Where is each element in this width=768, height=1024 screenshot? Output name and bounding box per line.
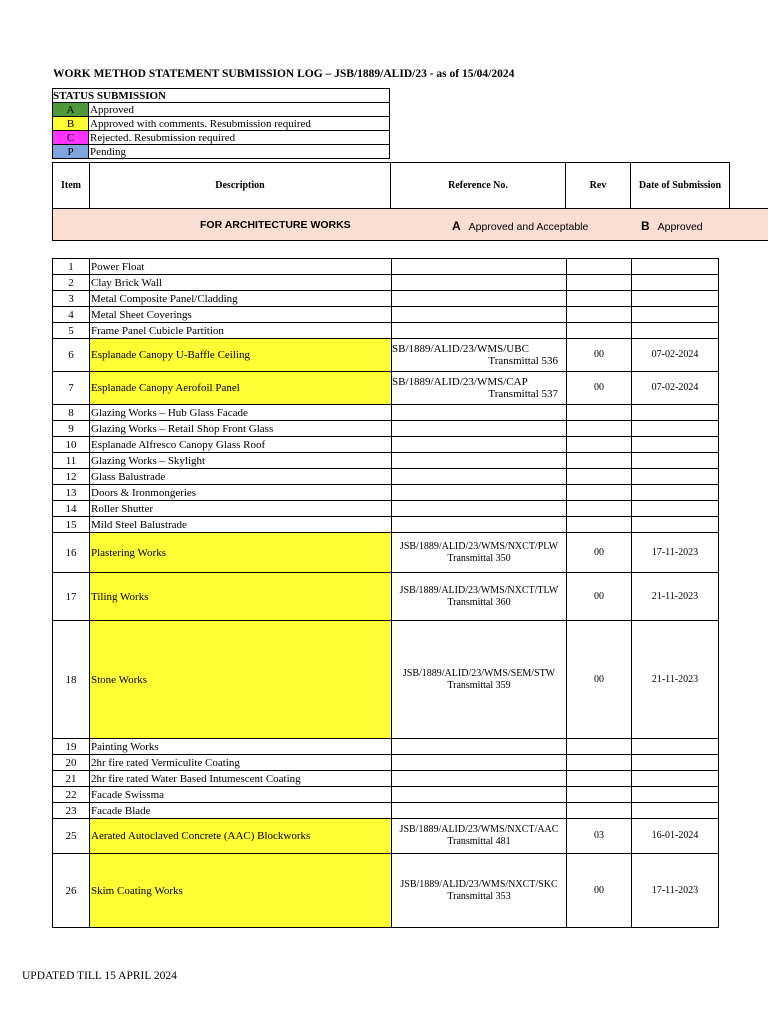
section-banner bbox=[52, 208, 768, 241]
row-rev bbox=[567, 787, 632, 803]
row-description: Facade Blade bbox=[90, 803, 392, 819]
row-transmittal: Transmittal 537 bbox=[488, 388, 558, 400]
row-transmittal: Transmittal 359 bbox=[447, 679, 511, 691]
row-item-number: 5 bbox=[53, 323, 90, 339]
table-row bbox=[53, 739, 719, 755]
row-item-number: 9 bbox=[53, 421, 90, 437]
row-reference bbox=[392, 291, 567, 307]
row-date: 17-11-2023 bbox=[632, 854, 719, 928]
col-header-date: Date of Submission bbox=[631, 163, 730, 209]
row-description: 2hr fire rated Vermiculite Coating bbox=[90, 755, 392, 771]
status-label-p: Pending bbox=[89, 145, 390, 159]
row-date bbox=[632, 501, 719, 517]
row-description: Glazing Works – Hub Glass Facade bbox=[90, 405, 392, 421]
row-rev bbox=[567, 501, 632, 517]
row-rev bbox=[567, 259, 632, 275]
row-date bbox=[632, 259, 719, 275]
document-title: WORK METHOD STATEMENT SUBMISSION LOG – JSB/1889/ALID/23 - as of 15/04/2024 bbox=[53, 68, 515, 80]
row-description: Metal Sheet Coverings bbox=[90, 307, 392, 323]
row-date bbox=[632, 469, 719, 485]
status-legend-row-p bbox=[53, 145, 390, 159]
row-reference bbox=[392, 307, 567, 323]
status-code-b: B bbox=[53, 117, 89, 131]
status-code-p: P bbox=[53, 145, 89, 159]
table-row bbox=[53, 755, 719, 771]
row-rev: 00 bbox=[567, 372, 632, 405]
col-header-description: Description bbox=[90, 163, 391, 209]
row-transmittal: Transmittal 481 bbox=[447, 836, 511, 847]
row-description: Facade Swissma bbox=[90, 787, 392, 803]
row-rev: 00 bbox=[567, 854, 632, 928]
section-legend-b bbox=[641, 219, 703, 233]
row-rev: 00 bbox=[567, 621, 632, 739]
row-item-number: 17 bbox=[53, 573, 90, 621]
row-rev bbox=[567, 771, 632, 787]
row-reference-number: SB/1889/ALID/23/WMS/CAP bbox=[392, 376, 528, 388]
row-item-number: 12 bbox=[53, 469, 90, 485]
status-label-c: Rejected. Resubmission required bbox=[89, 131, 390, 145]
status-legend-row-c bbox=[53, 131, 390, 145]
row-reference bbox=[392, 621, 567, 739]
row-reference bbox=[392, 787, 567, 803]
status-label-b: Approved with comments. Resubmission required bbox=[89, 117, 390, 131]
row-reference bbox=[392, 803, 567, 819]
row-item-number: 1 bbox=[53, 259, 90, 275]
row-item-number: 21 bbox=[53, 771, 90, 787]
section-legend-a-code: A bbox=[452, 219, 461, 233]
row-item-number: 18 bbox=[53, 621, 90, 739]
footer-note: UPDATED TILL 15 APRIL 2024 bbox=[22, 970, 177, 982]
row-item-number: 15 bbox=[53, 517, 90, 533]
row-item-number: 7 bbox=[53, 372, 90, 405]
row-reference bbox=[392, 405, 567, 421]
section-legend-b-label: Approved bbox=[657, 221, 703, 233]
row-rev bbox=[567, 755, 632, 771]
row-description: Doors & Ironmongeries bbox=[90, 485, 392, 501]
row-reference bbox=[392, 533, 567, 573]
row-transmittal: Transmittal 536 bbox=[488, 355, 558, 367]
table-row bbox=[53, 501, 719, 517]
row-date bbox=[632, 453, 719, 469]
row-item-number: 26 bbox=[53, 854, 90, 928]
status-legend-heading-row bbox=[53, 89, 390, 103]
table-row bbox=[53, 259, 719, 275]
row-date bbox=[632, 755, 719, 771]
section-legend-a bbox=[452, 219, 588, 233]
status-legend-row-b bbox=[53, 117, 390, 131]
row-description: Esplanade Canopy U-Baffle Ceiling bbox=[90, 339, 392, 372]
table-row bbox=[53, 323, 719, 339]
row-description: Clay Brick Wall bbox=[90, 275, 392, 291]
row-rev bbox=[567, 405, 632, 421]
row-reference bbox=[392, 517, 567, 533]
row-reference-number: SB/1889/ALID/23/WMS/UBC bbox=[392, 343, 529, 355]
row-item-number: 2 bbox=[53, 275, 90, 291]
col-header-reference: Reference No. bbox=[391, 163, 566, 209]
table-row bbox=[53, 469, 719, 485]
row-date bbox=[632, 739, 719, 755]
row-date bbox=[632, 787, 719, 803]
row-date: 21-11-2023 bbox=[632, 621, 719, 739]
row-item-number: 20 bbox=[53, 755, 90, 771]
row-reference-number: JSB/1889/ALID/23/WMS/NXCT/TLW bbox=[399, 584, 559, 596]
row-reference bbox=[392, 739, 567, 755]
column-header-table bbox=[52, 162, 730, 209]
row-rev bbox=[567, 437, 632, 453]
row-description: Plastering Works bbox=[90, 533, 392, 573]
row-rev bbox=[567, 739, 632, 755]
row-item-number: 11 bbox=[53, 453, 90, 469]
row-item-number: 22 bbox=[53, 787, 90, 803]
status-code-c: C bbox=[53, 131, 89, 145]
row-transmittal: Transmittal 350 bbox=[447, 552, 511, 564]
row-reference bbox=[392, 485, 567, 501]
row-description: Roller Shutter bbox=[90, 501, 392, 517]
row-date bbox=[632, 517, 719, 533]
table-row bbox=[53, 517, 719, 533]
row-reference bbox=[392, 755, 567, 771]
row-description: Stone Works bbox=[90, 621, 392, 739]
row-description: Tiling Works bbox=[90, 573, 392, 621]
row-description: Glass Balustrade bbox=[90, 469, 392, 485]
row-date: 07-02-2024 bbox=[632, 339, 719, 372]
row-reference bbox=[392, 437, 567, 453]
section-legend-b-code: B bbox=[641, 219, 650, 233]
row-item-number: 6 bbox=[53, 339, 90, 372]
table-row bbox=[53, 453, 719, 469]
table-row bbox=[53, 771, 719, 787]
row-reference bbox=[392, 819, 567, 854]
row-reference bbox=[392, 854, 567, 928]
row-item-number: 16 bbox=[53, 533, 90, 573]
row-reference bbox=[392, 275, 567, 291]
status-legend-table bbox=[52, 88, 390, 159]
row-date bbox=[632, 485, 719, 501]
submission-log-table bbox=[52, 258, 719, 928]
row-date bbox=[632, 421, 719, 437]
row-description: Esplanade Alfresco Canopy Glass Roof bbox=[90, 437, 392, 453]
row-item-number: 23 bbox=[53, 803, 90, 819]
table-row bbox=[53, 339, 719, 372]
row-description: Power Float bbox=[90, 259, 392, 275]
row-description: Mild Steel Balustrade bbox=[90, 517, 392, 533]
row-description: 2hr fire rated Water Based Intumescent Coating bbox=[90, 771, 392, 787]
row-date: 16-01-2024 bbox=[632, 819, 719, 854]
table-row bbox=[53, 437, 719, 453]
row-date bbox=[632, 323, 719, 339]
row-date bbox=[632, 405, 719, 421]
row-item-number: 19 bbox=[53, 739, 90, 755]
row-rev bbox=[567, 469, 632, 485]
row-rev: 03 bbox=[567, 819, 632, 854]
row-rev bbox=[567, 453, 632, 469]
row-date bbox=[632, 771, 719, 787]
row-reference bbox=[392, 339, 567, 372]
row-date bbox=[632, 307, 719, 323]
table-row bbox=[53, 787, 719, 803]
col-header-rev: Rev bbox=[566, 163, 631, 209]
col-header-item: Item bbox=[53, 163, 90, 209]
section-title: FOR ARCHITECTURE WORKS bbox=[200, 219, 351, 231]
table-row bbox=[53, 372, 719, 405]
row-description: Skim Coating Works bbox=[90, 854, 392, 928]
row-description: Esplanade Canopy Aerofoil Panel bbox=[90, 372, 392, 405]
row-reference bbox=[392, 501, 567, 517]
row-item-number: 10 bbox=[53, 437, 90, 453]
row-rev bbox=[567, 803, 632, 819]
table-row bbox=[53, 573, 719, 621]
row-reference bbox=[392, 421, 567, 437]
row-rev bbox=[567, 323, 632, 339]
row-reference bbox=[392, 259, 567, 275]
row-rev: 00 bbox=[567, 533, 632, 573]
row-description: Metal Composite Panel/Cladding bbox=[90, 291, 392, 307]
row-reference bbox=[392, 323, 567, 339]
row-transmittal: Transmittal 360 bbox=[447, 596, 511, 608]
row-reference bbox=[392, 771, 567, 787]
row-date bbox=[632, 291, 719, 307]
row-item-number: 3 bbox=[53, 291, 90, 307]
status-code-a: A bbox=[53, 103, 89, 117]
table-row bbox=[53, 405, 719, 421]
row-date: 17-11-2023 bbox=[632, 533, 719, 573]
table-row bbox=[53, 819, 719, 854]
table-row bbox=[53, 307, 719, 323]
status-label-a: Approved bbox=[89, 103, 390, 117]
row-rev bbox=[567, 291, 632, 307]
row-rev bbox=[567, 485, 632, 501]
row-item-number: 4 bbox=[53, 307, 90, 323]
row-reference-number: JSB/1889/ALID/23/WMS/NXCT/SKC bbox=[400, 878, 558, 890]
row-item-number: 25 bbox=[53, 819, 90, 854]
row-reference bbox=[392, 372, 567, 405]
row-reference bbox=[392, 469, 567, 485]
submission-log-body bbox=[53, 259, 719, 928]
row-date: 21-11-2023 bbox=[632, 573, 719, 621]
row-reference-number: JSB/1889/ALID/23/WMS/SEM/STW bbox=[402, 667, 556, 679]
column-header-row bbox=[53, 163, 730, 209]
row-description: Glazing Works – Retail Shop Front Glass bbox=[90, 421, 392, 437]
row-description: Glazing Works – Skylight bbox=[90, 453, 392, 469]
table-row bbox=[53, 275, 719, 291]
status-legend-row-a bbox=[53, 103, 390, 117]
row-description: Painting Works bbox=[90, 739, 392, 755]
row-date: 07-02-2024 bbox=[632, 372, 719, 405]
row-transmittal: Transmittal 353 bbox=[447, 890, 511, 902]
row-reference bbox=[392, 453, 567, 469]
table-row bbox=[53, 421, 719, 437]
row-date bbox=[632, 275, 719, 291]
row-item-number: 8 bbox=[53, 405, 90, 421]
row-description: Aerated Autoclaved Concrete (AAC) Blockworks bbox=[90, 819, 392, 854]
table-row bbox=[53, 533, 719, 573]
table-row bbox=[53, 803, 719, 819]
row-description: Frame Panel Cubicle Partition bbox=[90, 323, 392, 339]
row-item-number: 13 bbox=[53, 485, 90, 501]
row-date bbox=[632, 803, 719, 819]
row-item-number: 14 bbox=[53, 501, 90, 517]
row-rev bbox=[567, 517, 632, 533]
row-rev bbox=[567, 275, 632, 291]
status-legend-heading: STATUS SUBMISSION bbox=[53, 89, 390, 103]
row-date bbox=[632, 437, 719, 453]
table-row bbox=[53, 621, 719, 739]
row-reference-number: JSB/1889/ALID/23/WMS/NXCT/AAC bbox=[399, 824, 559, 835]
row-rev bbox=[567, 421, 632, 437]
row-reference bbox=[392, 573, 567, 621]
row-rev: 00 bbox=[567, 573, 632, 621]
table-row bbox=[53, 485, 719, 501]
table-row bbox=[53, 854, 719, 928]
row-rev: 00 bbox=[567, 339, 632, 372]
section-legend-a-label: Approved and Acceptable bbox=[468, 221, 589, 233]
row-reference-number: JSB/1889/ALID/23/WMS/NXCT/PLW bbox=[399, 540, 559, 552]
row-rev bbox=[567, 307, 632, 323]
table-row bbox=[53, 291, 719, 307]
